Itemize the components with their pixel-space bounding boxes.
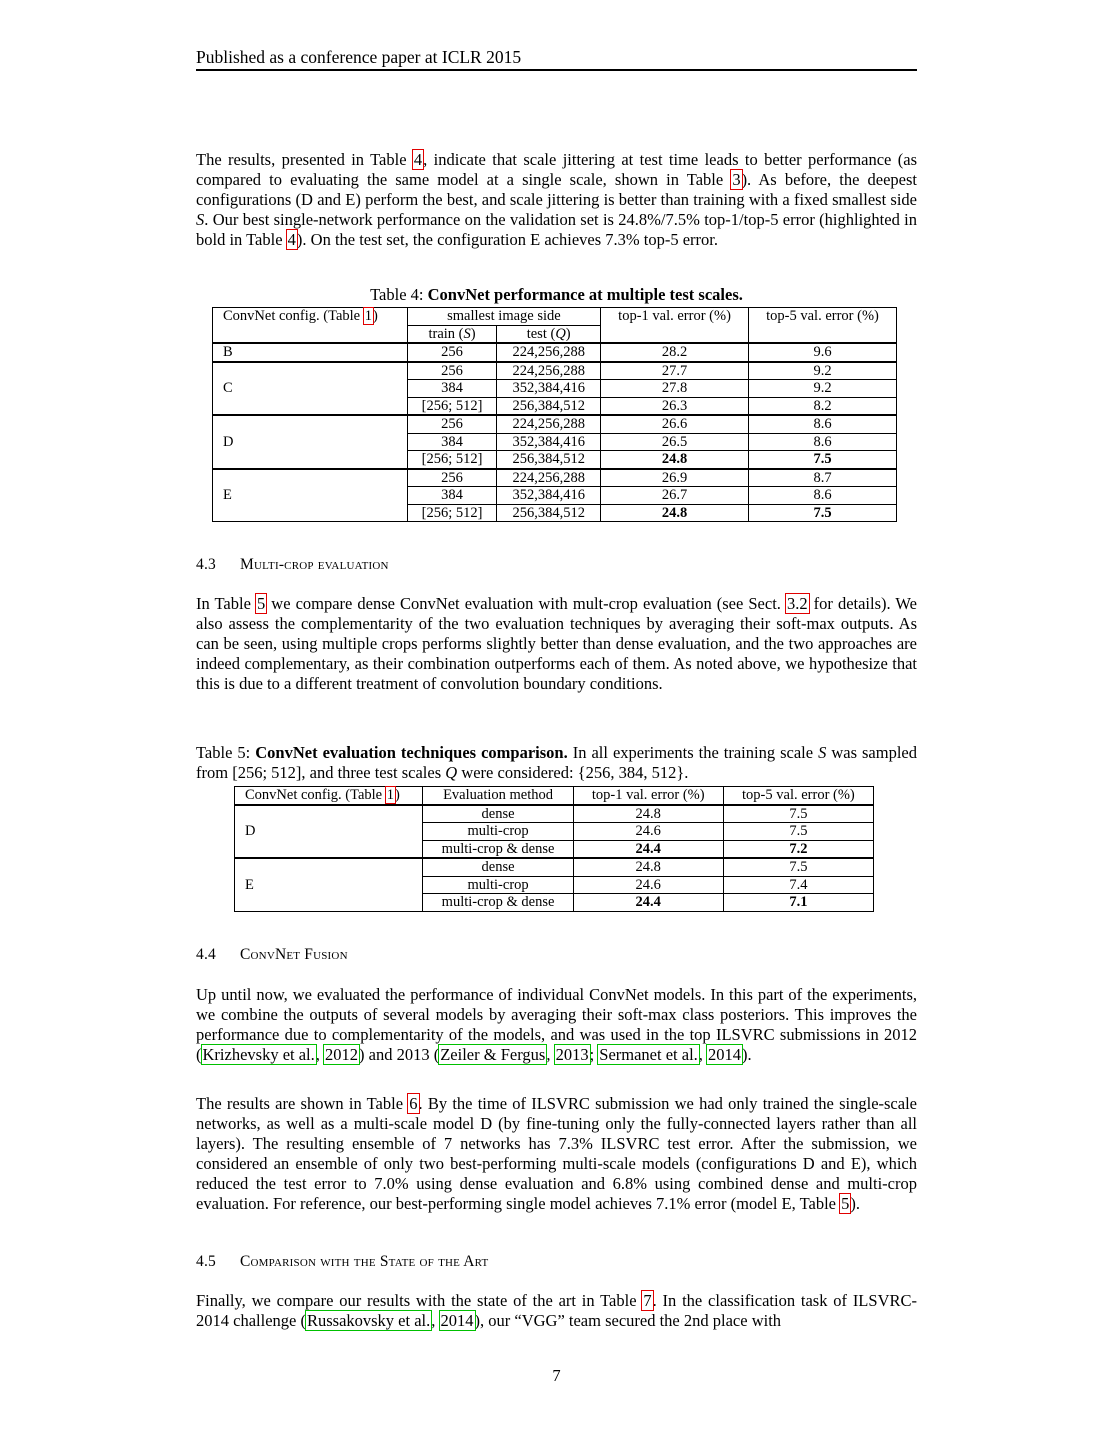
table-4-header-smallest-side: smallest image side	[407, 308, 600, 326]
table-4-train-cell: 256	[407, 362, 497, 380]
table-5-link[interactable]: 5	[256, 594, 266, 613]
section-4-5-heading: 4.5 Comparison with the State of the Art	[196, 1253, 489, 1270]
table-4-link[interactable]: 4	[413, 150, 423, 169]
table-4-train-cell: 384	[407, 380, 497, 398]
table-5-method-cell: multi-crop	[423, 823, 573, 841]
table-5-top5-cell: 7.5	[723, 823, 873, 841]
table-4-top5-cell: 8.6	[749, 487, 897, 505]
table-5-header-top1: top-1 val. error (%)	[573, 787, 723, 805]
table-5-header-method: Evaluation method	[423, 787, 573, 805]
table-4-test-cell: 352,384,416	[497, 487, 601, 505]
table-5-top5-cell: 7.5	[723, 805, 873, 823]
table-1-link[interactable]: 1	[386, 787, 394, 803]
table-5-top1-cell: 24.8	[573, 805, 723, 823]
table-7-link[interactable]: 7	[643, 1291, 652, 1310]
table-4-config-cell: E	[213, 469, 408, 522]
table-5-top1-cell: 24.6	[573, 823, 723, 841]
table-5-top1-cell: 24.4	[573, 894, 723, 912]
paragraph-results: The results, presented in Table 4, indicate that scale jittering at test time leads to better performance (as compared to evaluating the same model at a single scale, shown in Table 3). As before, the deepest configurations (D and E) perform the best, and scale jittering is better than training with a fixed smallest side S. Our best single-network performance on the validation set is 24.8%/7.5% top-1/top-5 error (highlighted in bold in Table 4). On the test set, the configuration E achieves 7.3% top-5 error.	[196, 150, 917, 249]
table-4-top1-cell: 26.7	[601, 487, 749, 505]
citation-sermanet-year[interactable]: 2014	[708, 1045, 742, 1064]
table-4-header-config: ConvNet config. (Table 1)	[213, 308, 408, 344]
table-5-link[interactable]: 5	[841, 1194, 850, 1213]
citation-russakovsky-year[interactable]: 2014	[440, 1311, 474, 1330]
table-4-train-cell: 256	[407, 343, 497, 362]
table-5-top1-cell: 24.4	[573, 840, 723, 858]
table-5-top5-cell: 7.2	[723, 840, 873, 858]
table-4-test-cell: 224,256,288	[497, 469, 601, 487]
table-4-config-cell: D	[213, 415, 408, 469]
table-4-test-cell: 224,256,288	[497, 362, 601, 380]
table-4-train-cell: 384	[407, 433, 497, 451]
paragraph-fusion: Up until now, we evaluated the performance of individual ConvNet models. In this part of the experiments, we combine the outputs of several models by averaging their soft-max class posteriors. This improves the performance due to complementarity of the models, and was used in the top ILSVRC submissions in 2012 (Krizhevsky et al., 2012) and 2013 (Zeiler & Fergus, 2013; Sermanet et al., 2014).	[196, 985, 917, 1064]
table-4-top5-cell: 8.2	[749, 397, 897, 415]
table-4-test-cell: 352,384,416	[497, 433, 601, 451]
table-4-train-cell: 256	[407, 415, 497, 433]
table-4-top1-cell: 26.9	[601, 469, 749, 487]
table-4-top1-cell: 26.3	[601, 397, 749, 415]
paragraph-fusion-results: The results are shown in Table 6. By the time of ILSVRC submission we had only trained the single-scale networks, as well as a multi-scale model D (by fine-tuning only the fully-connected layers rather than all layers). The resulting ensemble of 7 networks has 7.3% ILSVRC test error. After the submission, we considered an ensemble of only two best-performing multi-scale models (configurations D and E), which reduced the test error to 7.0% using dense evaluation and 6.8% using combined dense and multi-crop evaluation. For reference, our best-performing single model achieves 7.1% error (model E, Table 5).	[196, 1094, 917, 1213]
table-4-config-cell: B	[213, 343, 408, 362]
table-4-top5-cell: 8.6	[749, 415, 897, 433]
table-5-method-cell: multi-crop & dense	[423, 894, 573, 912]
table-4-test-cell: 256,384,512	[497, 397, 601, 415]
table-4-top5-cell: 9.2	[749, 380, 897, 398]
section-3-2-link[interactable]: 3.2	[786, 594, 808, 613]
table-4-train-cell: [256; 512]	[407, 451, 497, 469]
table-5-method-cell: dense	[423, 858, 573, 876]
table-4-test-cell: 256,384,512	[497, 451, 601, 469]
citation-krizhevsky-year[interactable]: 2012	[325, 1045, 359, 1064]
table-4-top5-cell: 7.5	[749, 504, 897, 522]
table-4-top1-cell: 24.8	[601, 504, 749, 522]
table-5-header-top5: top-5 val. error (%)	[723, 787, 873, 805]
table-5-method-cell: multi-crop	[423, 876, 573, 894]
table-4-top5-cell: 7.5	[749, 451, 897, 469]
table-4-test-cell: 224,256,288	[497, 343, 601, 362]
table-4	[212, 307, 897, 522]
table-4-link[interactable]: 4	[287, 230, 296, 249]
table-4-top1-cell: 26.5	[601, 433, 749, 451]
table-row	[213, 469, 897, 487]
table-4-top5-cell: 9.6	[749, 343, 897, 362]
table-row	[235, 858, 874, 876]
table-4-top1-cell: 26.6	[601, 415, 749, 433]
table-5-method-cell: multi-crop & dense	[423, 840, 573, 858]
table-5-top5-cell: 7.1	[723, 894, 873, 912]
table-5-config-cell: E	[235, 858, 423, 911]
table-1-link[interactable]: 1	[364, 308, 372, 324]
table-4-train-cell: [256; 512]	[407, 504, 497, 522]
table-4-header-top5: top-5 val. error (%)	[749, 308, 897, 344]
citation-zeiler[interactable]: Zeiler & Fergus	[440, 1045, 546, 1064]
table-4-header-test: test (Q)	[497, 325, 601, 343]
citation-zeiler-year[interactable]: 2013	[555, 1045, 589, 1064]
table-4-top1-cell: 27.7	[601, 362, 749, 380]
table-4-top1-cell: 24.8	[601, 451, 749, 469]
table-4-top5-cell: 8.6	[749, 433, 897, 451]
table-4-test-cell: 224,256,288	[497, 415, 601, 433]
section-4-3-heading: 4.3 Multi-crop evaluation	[196, 556, 389, 573]
citation-russakovsky[interactable]: Russakovsky et al.	[306, 1311, 431, 1330]
table-4-test-cell: 352,384,416	[497, 380, 601, 398]
page-number: 7	[552, 1366, 561, 1385]
running-header: Published as a conference paper at ICLR 2015	[196, 46, 917, 71]
table-5-top5-cell: 7.4	[723, 876, 873, 894]
table-4-top5-cell: 9.2	[749, 362, 897, 380]
table-4-top1-cell: 27.8	[601, 380, 749, 398]
citation-krizhevsky[interactable]: Krizhevsky et al.	[202, 1045, 315, 1064]
table-4-header-train: train (S)	[407, 325, 497, 343]
table-4-train-cell: 256	[407, 469, 497, 487]
table-5-caption: Table 5: ConvNet evaluation techniques comparison. In all experiments the training scale S was sampled from [256; 512], and three test scales Q were considered: {256, 384, 512}.	[196, 743, 917, 782]
table-4-config-cell: C	[213, 362, 408, 416]
paragraph-state-of-art: Finally, we compare our results with the state of the art in Table 7. In the classification task of ILSVRC-2014 challenge (Russakovsky et al., 2014), our “VGG” team secured the 2nd place with	[196, 1291, 917, 1330]
table-4-top5-cell: 8.7	[749, 469, 897, 487]
table-4-test-cell: 256,384,512	[497, 504, 601, 522]
table-4-caption: Table 4: ConvNet performance at multiple test scales.	[370, 285, 743, 304]
table-4-header-top1: top-1 val. error (%)	[601, 308, 749, 344]
citation-sermanet[interactable]: Sermanet et al.	[599, 1045, 698, 1064]
table-row	[213, 343, 897, 362]
table-5-top1-cell: 24.6	[573, 876, 723, 894]
table-5-top1-cell: 24.8	[573, 858, 723, 876]
table-4-train-cell: 384	[407, 487, 497, 505]
table-5-header-config: ConvNet config. (Table 1)	[235, 787, 423, 805]
table-5-top5-cell: 7.5	[723, 858, 873, 876]
table-5-config-cell: D	[235, 805, 423, 859]
paragraph-multicrop: In Table 5 we compare dense ConvNet evaluation with mult-crop evaluation (see Sect. 3.2 for details). We also assess the complementarity of the two evaluation techniques by averaging their soft-max outputs. As can be seen, using multiple crops performs slightly better than dense evaluation, and the two approaches are indeed complementary, as their combination outperforms each of them. As noted above, we hypothesize that this is due to a different treatment of convolution boundary conditions.	[196, 594, 917, 693]
table-4-top1-cell: 28.2	[601, 343, 749, 362]
table-6-link[interactable]: 6	[409, 1094, 418, 1113]
table-5-method-cell: dense	[423, 805, 573, 823]
table-4-train-cell: [256; 512]	[407, 397, 497, 415]
table-5	[234, 786, 874, 912]
table-row	[213, 415, 897, 433]
section-4-4-heading: 4.4 ConvNet Fusion	[196, 946, 348, 963]
table-row	[213, 362, 897, 380]
table-3-link[interactable]: 3	[732, 170, 741, 189]
table-row	[235, 805, 874, 823]
